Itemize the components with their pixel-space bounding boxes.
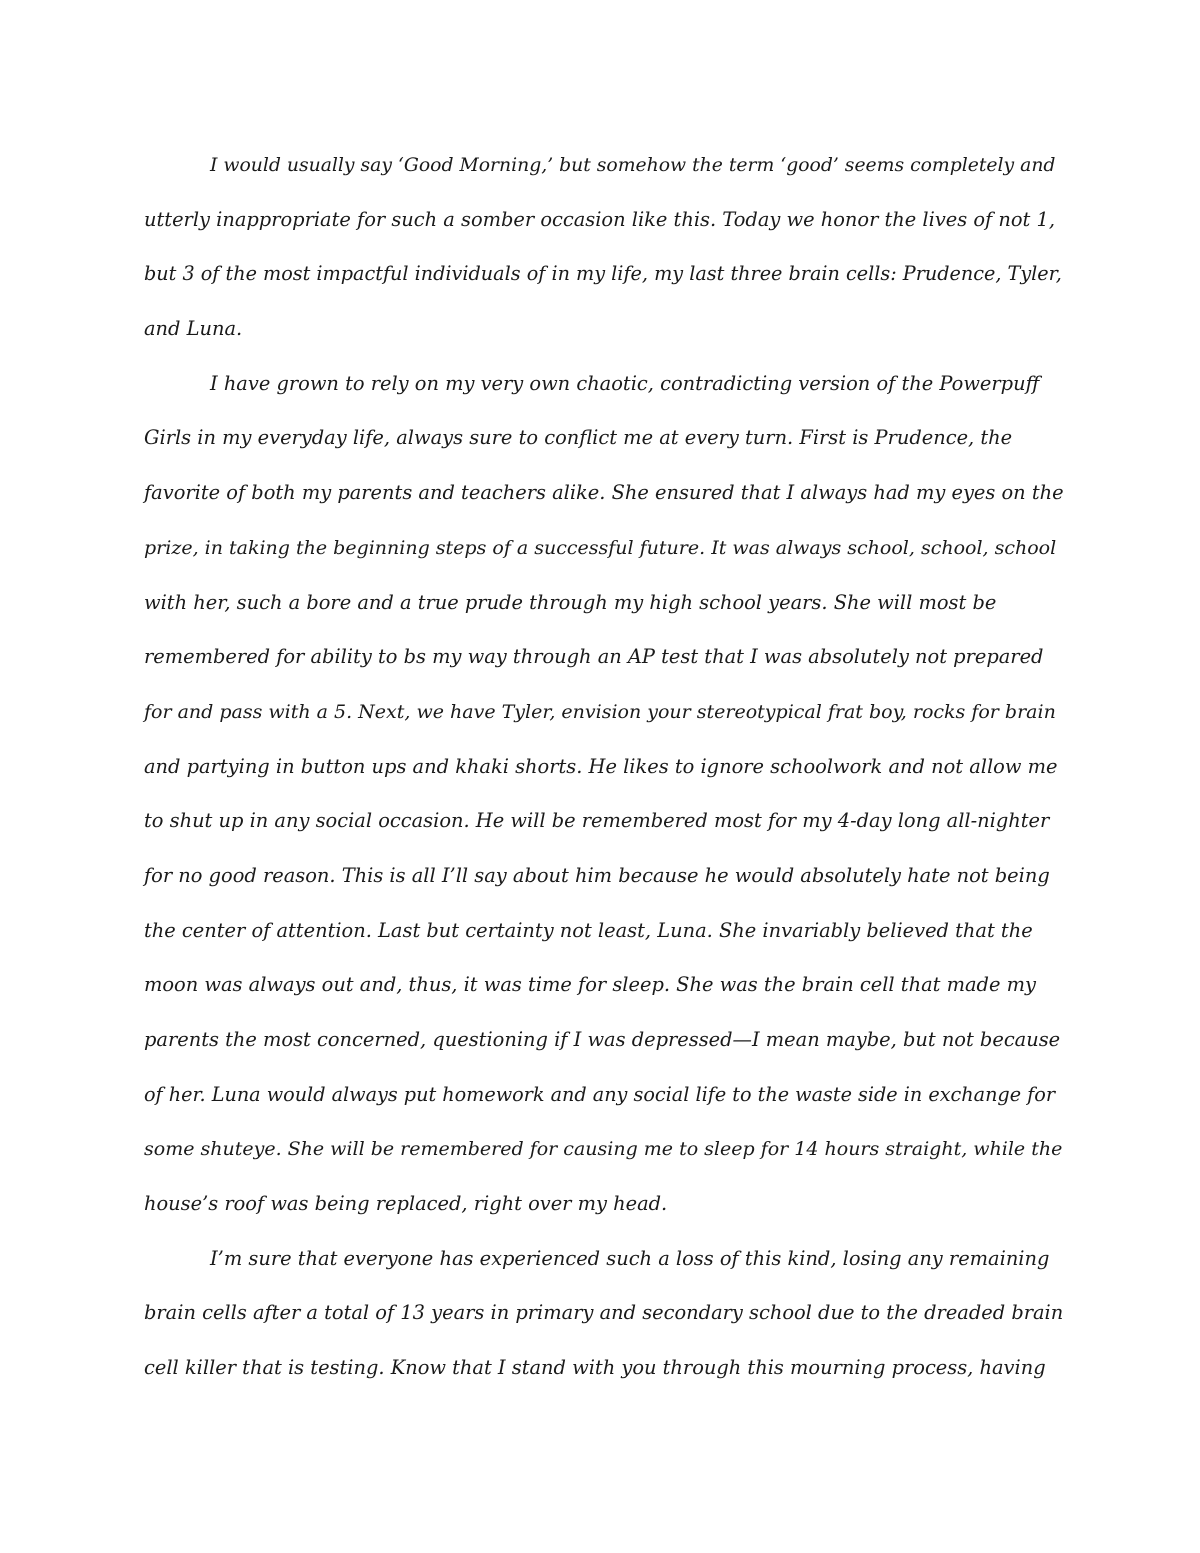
paragraph-2-line: moon was always out and, thus, it was time for sleep. She was the brain cell that made my	[144, 973, 1036, 997]
paragraph-1-line: and Luna.	[144, 317, 243, 341]
body-text	[144, 138, 1064, 1396]
paragraph-2-line: house’s roof was being replaced, right over my head.	[144, 1192, 668, 1216]
paragraph-2-line: Girls in my everyday life, always sure to conflict me at every turn. First is Prudence, the	[144, 426, 1013, 450]
paragraph-3-line: brain cells after a total of 13 years in primary and secondary school due to the dreaded brain	[144, 1301, 1064, 1325]
paragraph-1-line: I would usually say ‘Good Morning,’ but somehow the term ‘good’ seems completely and	[210, 155, 1056, 176]
paragraph-2-line: to shut up in any social occasion. He will be remembered most for my 4-day long all-nighter	[144, 809, 1050, 833]
paragraph-2-line: of her. Luna would always put homework and any social life to the waste side in exchange for	[144, 1082, 1055, 1106]
paragraph-2-line: and partying in button ups and khaki shorts. He likes to ignore schoolwork and not allow me	[144, 754, 1058, 778]
paragraph-2-line: parents the most concerned, questioning if I was depressed—I mean maybe, but not because	[144, 1028, 1061, 1051]
paragraph-2-line: for and pass with a 5. Next, we have Tyler, envision your stereotypical frat boy, rocks for brain	[144, 700, 1056, 723]
paragraph-3-line: I’m sure that everyone has experienced such a loss of this kind, losing any remaining	[210, 1246, 1050, 1270]
paragraph-2-line: the center of attention. Last but certainty not least, Luna. She invariably believed that the	[144, 918, 1033, 942]
paragraph-2-line: favorite of both my parents and teachers alike. She ensured that I always had my eyes on the	[144, 481, 1064, 505]
paragraph-2-line: I have grown to rely on my very own chaotic, contradicting version of the Powerpuff	[210, 371, 1040, 395]
paragraph-2-line: prize, in taking the beginning steps of a successful future. It was always school, school, school	[144, 536, 1057, 559]
paragraph-2-line: with her, such a bore and a true prude through my high school years. She will most be	[144, 590, 997, 614]
paragraph-2-line: for no good reason. This is all I’ll say about him because he would absolutely hate not being	[144, 863, 1050, 887]
paragraph-2-line: remembered for ability to bs my way through an AP test that I was absolutely not prepared	[144, 645, 1044, 669]
paragraph-2-line: some shuteye. She will be remembered for causing me to sleep for 14 hours straight, while the	[144, 1138, 1063, 1161]
paragraph-1-line: but 3 of the most impactful individuals of in my life, my last three brain cells: Prudence, Tyler,	[144, 262, 1062, 286]
paragraph-3-line: cell killer that is testing. Know that I stand with you through this mourning process, having	[144, 1356, 1046, 1380]
paragraph-1-line: utterly inappropriate for such a somber occasion like this. Today we honor the lives of not 1,	[144, 207, 1055, 231]
